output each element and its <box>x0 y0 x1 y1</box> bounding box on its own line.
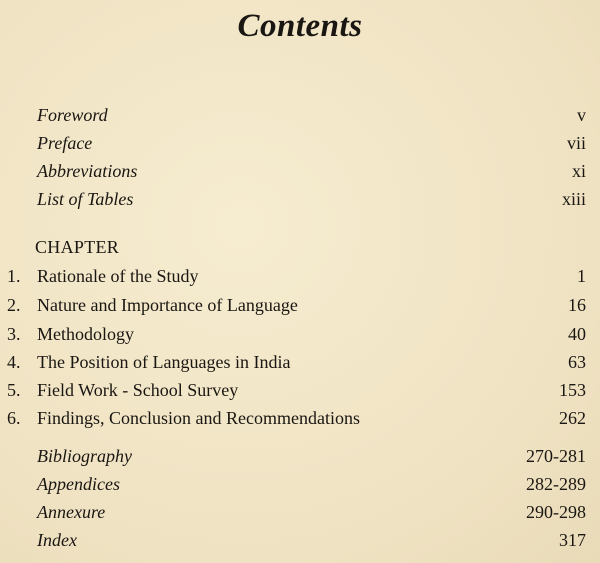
entry-label: The Position of Languages in India <box>37 352 291 372</box>
toc-entry-chapter-3 <box>0 321 600 347</box>
entry-label: Abbreviations <box>37 161 138 181</box>
toc-entry-bibliography <box>0 443 600 469</box>
toc-entry-chapter-5 <box>0 377 600 403</box>
entry-page: 63 <box>568 352 586 372</box>
toc-entry-appendices <box>0 471 600 497</box>
toc-entry-list-of-tables <box>0 186 600 212</box>
entry-page: vii <box>566 133 586 153</box>
entry-label: Methodology <box>37 324 134 344</box>
chapter-number: 5. <box>7 380 21 400</box>
toc-entry-chapter-2 <box>0 292 600 318</box>
entry-label: Findings, Conclusion and Recommendations <box>37 408 360 428</box>
entry-label: Preface <box>37 133 93 153</box>
entry-page: xiii <box>561 189 586 209</box>
toc-entry-index <box>0 527 600 553</box>
page-title: Contents <box>237 8 363 44</box>
entry-page: 153 <box>559 380 586 400</box>
entry-page: 317 <box>559 530 586 550</box>
entry-label: Bibliography <box>37 446 132 466</box>
entry-label: Rationale of the Study <box>37 266 199 286</box>
entry-label: Foreword <box>37 105 108 125</box>
entry-label: Annexure <box>37 502 106 522</box>
chapter-number: 2. <box>7 295 21 315</box>
toc-entry-chapter-4 <box>0 349 600 375</box>
toc-entry-annexure <box>0 499 600 525</box>
toc-entry-chapter-1 <box>0 263 600 289</box>
entry-page: xi <box>571 161 586 181</box>
entry-label: Index <box>37 530 77 550</box>
chapter-heading: CHAPTER <box>35 237 120 257</box>
entry-label: Field Work - School Survey <box>37 380 239 400</box>
chapter-number: 3. <box>7 324 21 344</box>
toc-entry-foreword <box>0 102 600 128</box>
chapter-number: 1. <box>7 266 21 286</box>
entry-page: 262 <box>559 408 586 428</box>
toc-entry-chapter-6 <box>0 405 600 431</box>
toc-entry-preface <box>0 130 600 156</box>
entry-label: Appendices <box>37 474 120 494</box>
entry-page: 1 <box>577 266 586 286</box>
chapter-number: 6. <box>7 408 21 428</box>
toc-entry-abbreviations <box>0 158 600 184</box>
entry-page: 40 <box>568 324 586 344</box>
entry-page: 270-281 <box>526 446 586 466</box>
entry-label: List of Tables <box>37 189 134 209</box>
entry-page: 282-289 <box>526 474 586 494</box>
entry-page: v <box>577 105 586 125</box>
chapter-number: 4. <box>7 352 21 372</box>
entry-page: 290-298 <box>526 502 586 522</box>
entry-page: 16 <box>568 295 586 315</box>
entry-label: Nature and Importance of Language <box>37 295 298 315</box>
